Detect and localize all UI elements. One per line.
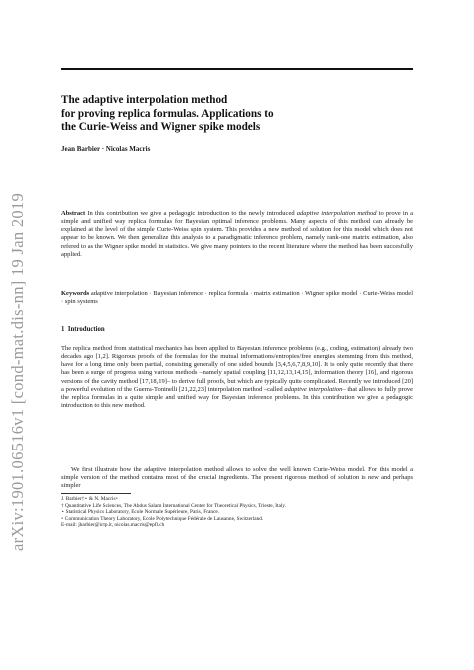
paragraph-emphasis: adaptive interpolation <box>284 385 343 393</box>
header-rule <box>61 68 413 70</box>
abstract-emphasis: adaptive interpolation method <box>296 210 377 217</box>
intro-paragraph <box>61 345 413 410</box>
abstract-text: to prove in a simple and unified way replica formulas for Bayesian optimal inference problems. Many aspects of this method can already be explained at the level of the simple Curie-Weiss spin system. This provides a new method of solution for this model which does not appear to be known. We then generalize this analysis to a paradigmatic inference problem, namely rank-one matrix estimation, also refered to as the Wigner spike model in statistics. We give many pointers to the recent literature where the method has been succesfully applied. <box>61 210 414 258</box>
title-line: the Curie-Weiss and Wigner spike models <box>61 121 261 133</box>
footnotes <box>61 496 413 529</box>
paragraph-text: – that allows to fully prove the replica formulas in a quite simple and unified way for Bayesian inference problems. In this contribution we give a pedagogic introduction to this new method. <box>61 385 413 410</box>
abstract-text: In this contribution we give a pedagogic introduction to the newly introduced <box>85 210 297 217</box>
intro-paragraph: We first illustrate how the adaptive interpolation method allows to solve the well known Curie-Weiss model. For this model a simple version of the method contains most of the crucial ingredients. The present rigorous method of solution is new and perhaps simpler <box>61 466 413 490</box>
footnote-affiliation: † Quantitative Life Sciences, The Abdus Salam International Center for Theoretical Physics, Trieste, Italy. <box>61 502 286 509</box>
keywords <box>61 290 413 306</box>
arxiv-identifier-text: arXiv:1901.06516v1 [cond-mat.dis-nn] 19 Jan 2019 <box>8 192 28 552</box>
author-list: Jean Barbier · Nicolas Macris <box>61 145 151 153</box>
keywords-label: Keywords <box>61 290 90 297</box>
footnote-email: E-mail: jbarbier@ictp.it, nicolas.macris@epfl.ch <box>61 522 165 529</box>
section-title: Introduction <box>67 326 105 333</box>
keywords-text: adaptive interpolation · Bayesian inference · replica formula · matrix estimation · Wigner spike model · Curie-Weiss model · spin systems <box>61 290 413 306</box>
footnote-rule <box>61 493 131 494</box>
footnote-affiliation: ∘ Communication Theory Laboratory, Ecole Polytechnique Fédérale de Lausanne, Switzerland. <box>61 515 264 522</box>
section-number: 1 <box>61 326 65 333</box>
abstract <box>61 210 413 259</box>
paragraph-text: The replica method from statistical mechanics has been applied to Bayesian inference problems (e.g., coding, estimation) already two decades ago [1,2]. Rigorous proofs of the formulas for the mutual informations/entropies/free energies stemming from this method, have for a long time only been partial, consisting generally of one sided bounds [3,4,5,6,7,8,9,10]. It is only quite recently that there has been a surge of progress using various methods –namely spatial coupling [11,12,13,14,15], information theory [16], and rigorous versions of the cavity method [17,18,19]– to derive full proofs, but which are typically quite complicated. Recently we introduced [20] a powerful evolution of the Guerra-Toninelli [21,22,23] interpolation method –called <box>61 345 413 393</box>
title-line: for proving replica formulas. Applications to <box>61 107 274 120</box>
section-heading <box>61 326 105 333</box>
abstract-label: Abstract <box>61 210 86 217</box>
footnote-affiliation: ⋆ Statistical Physics Laboratory, Ecole Normale Supérieure, Paris, France. <box>61 509 220 516</box>
title-line: The adaptive interpolation method <box>61 94 228 106</box>
arxiv-identifier <box>4 137 32 607</box>
footnote-authors: J. Barbier†⋆ & N. Macris∘ <box>61 496 119 502</box>
paper-title <box>61 94 401 135</box>
